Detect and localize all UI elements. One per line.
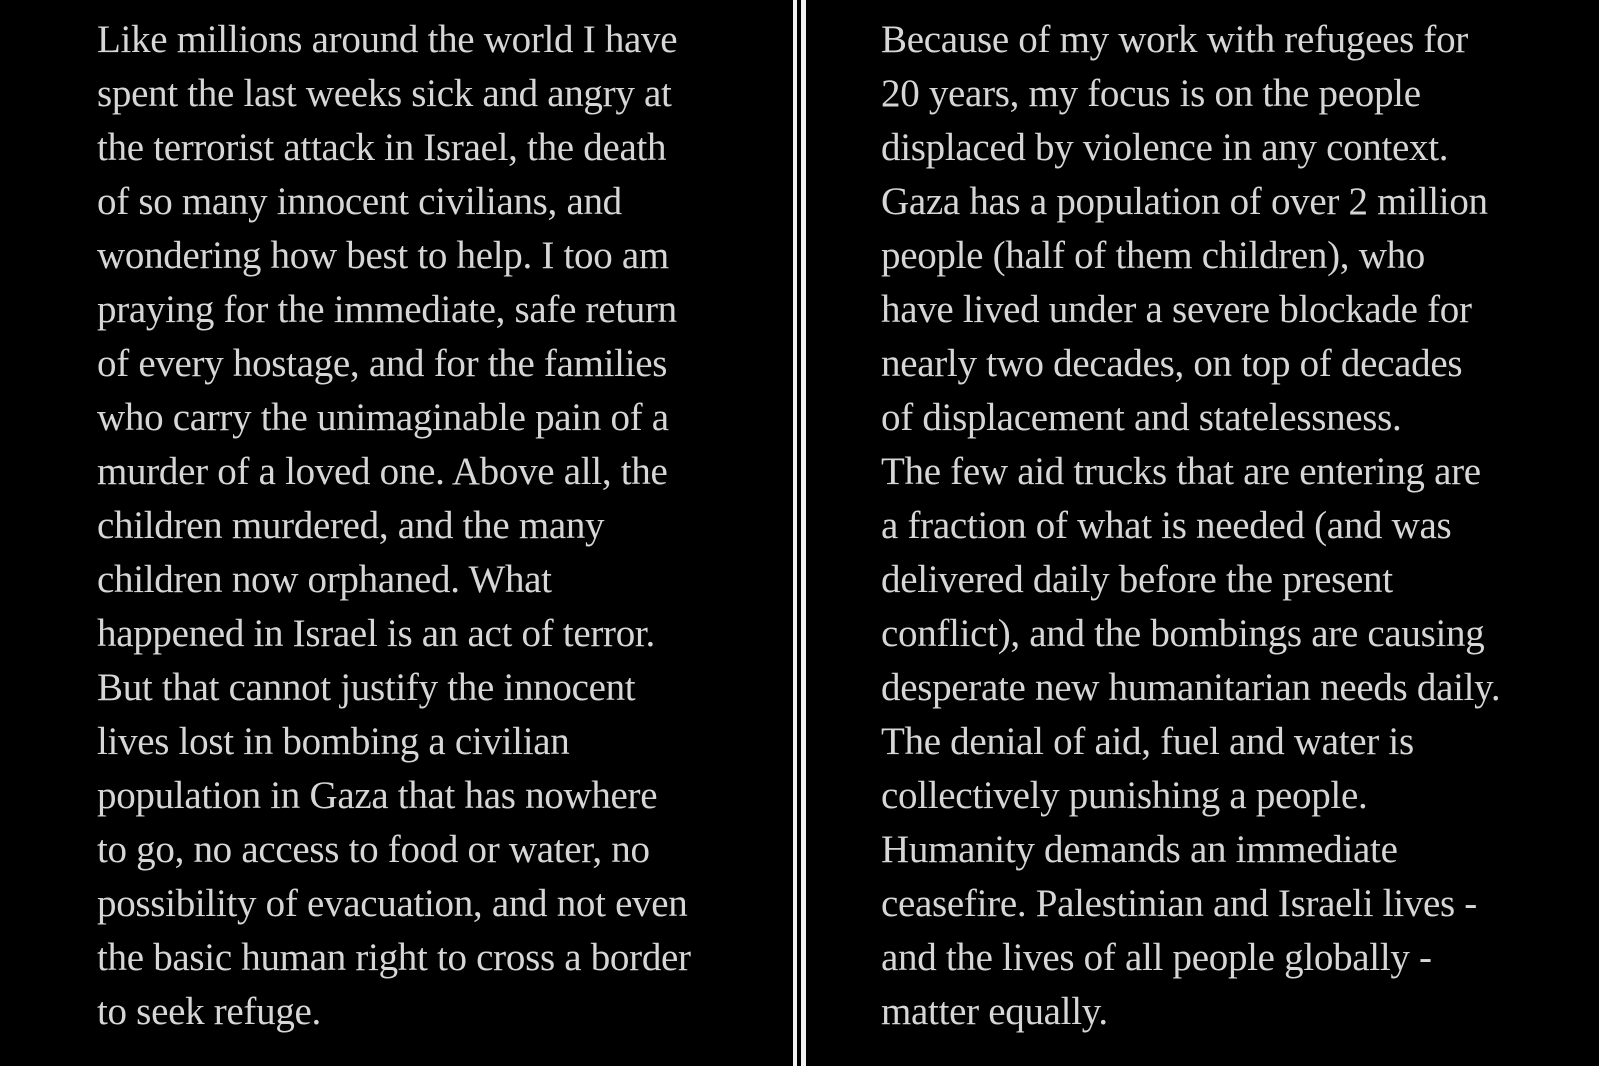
text-line: population in Gaza that has nowhere [97, 774, 658, 817]
statement-slide-2 [806, 0, 1599, 1066]
text-line: murder of a loved one. Above all, the [97, 450, 668, 493]
text-line: of so many innocent civilians, and [97, 180, 622, 223]
text-line: of displacement and statelessness. [881, 396, 1402, 439]
text-line: matter equally. [881, 990, 1108, 1033]
text-line: possibility of evacuation, and not even [97, 882, 688, 925]
text-line: Like millions around the world I have [97, 18, 678, 61]
text-line: desperate new humanitarian needs daily. [881, 666, 1501, 709]
statement-slide-1 [0, 0, 793, 1066]
text-line: conflict), and the bombings are causing [881, 612, 1485, 655]
text-line: Because of my work with refugees for [881, 18, 1468, 61]
text-line: collectively punishing a people. [881, 774, 1368, 817]
text-line: delivered daily before the present [881, 558, 1393, 601]
text-line: But that cannot justify the innocent [97, 666, 636, 709]
text-line: to seek refuge. [97, 990, 321, 1033]
text-line: the terrorist attack in Israel, the death [97, 126, 667, 169]
slide-2-text-block [881, 13, 1599, 1039]
text-line: happened in Israel is an act of terror. [97, 612, 655, 655]
text-line: wondering how best to help. I too am [97, 234, 669, 277]
slide-divider [793, 0, 806, 1066]
text-line: who carry the unimaginable pain of a [97, 396, 669, 439]
text-line: Humanity demands an immediate [881, 828, 1398, 871]
text-line: and the lives of all people globally - [881, 936, 1432, 979]
text-line: to go, no access to food or water, no [97, 828, 650, 871]
text-line: a fraction of what is needed (and was [881, 504, 1452, 547]
text-line: 20 years, my focus is on the people [881, 72, 1421, 115]
text-line: of every hostage, and for the families [97, 342, 668, 385]
slide-1-text-block [97, 13, 793, 1039]
text-line: praying for the immediate, safe return [97, 288, 677, 331]
text-line: have lived under a severe blockade for [881, 288, 1472, 331]
text-line: children murdered, and the many [97, 504, 605, 547]
text-line: lives lost in bombing a civilian [97, 720, 570, 763]
text-line: Gaza has a population of over 2 million [881, 180, 1488, 223]
text-line: children now orphaned. What [97, 558, 552, 601]
text-line: nearly two decades, on top of decades [881, 342, 1463, 385]
text-line: spent the last weeks sick and angry at [97, 72, 672, 115]
text-line: people (half of them children), who [881, 234, 1425, 277]
text-line: The few aid trucks that are entering are [881, 450, 1481, 493]
text-line: The denial of aid, fuel and water is [881, 720, 1414, 763]
text-line: ceasefire. Palestinian and Israeli lives - [881, 882, 1477, 925]
text-line: the basic human right to cross a border [97, 936, 691, 979]
text-line: displaced by violence in any context. [881, 126, 1449, 169]
